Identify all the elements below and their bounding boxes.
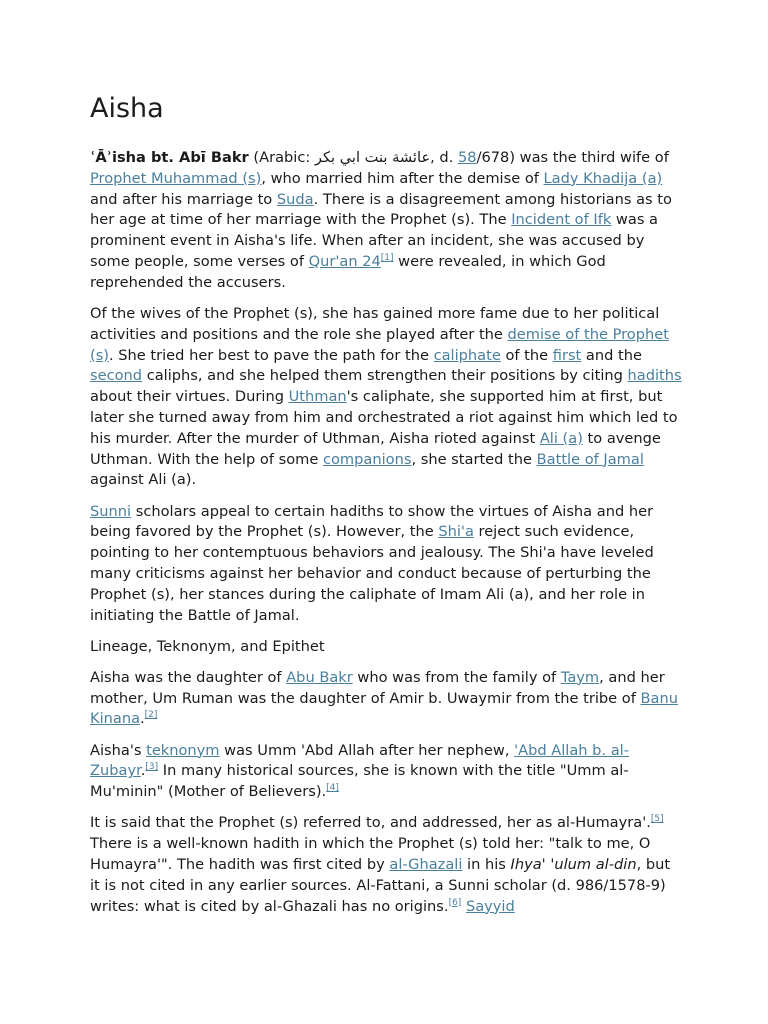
ref-6[interactable]: [6] [448,897,462,908]
arabic-text: عائشة بنت ابي بكر [314,149,431,166]
link-first[interactable]: first [552,346,582,364]
intro-paragraph: ʿĀʾisha bt. Abī Bakr (Arabic: عائشة بنت ابي بكر, d. 58/678) was the third wife of Prophet Muhammad (s), who married him after the demise of Lady Khadija (a) and after his marriage to Suda. There is a disagreement among historians as to her age at time of her marriage with the Prophet (s). The Incident of Ifk was a prominent event in Aisha's life. When after an incident, she was accused by some people, some verses of Qur'an 24[1] were revealed, in which God reprehended the accusers. [90,149,672,291]
link-abu-bakr[interactable]: Abu Bakr [286,668,353,686]
book-title: Ihya' 'ulum al-din [510,856,637,874]
ref-5[interactable]: [5] [650,814,664,825]
link-incident-of-ifk[interactable]: Incident of Ifk [511,211,612,229]
link-taym[interactable]: Taym [560,668,600,686]
ref-2[interactable]: [2] [144,710,158,721]
link-al-ghazali[interactable]: al-Ghazali [389,856,463,874]
link-teknonym[interactable]: teknonym [146,741,220,759]
views-paragraph: Sunni scholars appeal to certain hadiths to show the virtues of Aisha and her being favored by the Prophet (s). However, the Shi'a reject such evidence, pointing to her contemptuous behaviors and jealousy. The Shi'a have leveled many criticisms against her behavior and conduct because of perturbing the Prophet (s), her stances during the caliphate of Imam Ali (a), and her role in initiating the Battle of Jamal. [90,502,654,624]
politics-paragraph: Of the wives of the Prophet (s), she has gained more fame due to her political activities and positions and the role she played after the demise of the Prophet (s). She tried her best to pave the path for the caliphate of the first and the second caliphs, and she helped them strengthen their positions by citing hadiths about their virtues. During Uthman's caliphate, she supported him at first, but later she turned away from him and orchestrated a riot against him which led to his murder. After the murder of Uthman, Aisha rioted against Ali (a) to avenge Uthman. With the help of some companions, she started the Battle of Jamal against Ali (a). [90,304,682,489]
link-uthman[interactable]: Uthman [288,388,347,406]
link-quran-24[interactable]: Qur'an 24 [308,252,381,270]
ref-3[interactable]: [3] [145,762,159,773]
link-companions[interactable]: companions [322,450,412,468]
link-lady-khadija[interactable]: Lady Khadija (a) [543,169,663,187]
teknonym-paragraph: Aisha's teknonym was Umm 'Abd Allah after her nephew, 'Abd Allah b. al-Zubayr.[3] In many historical sources, she is known with the title "Umm al-Mu'minin" (Mother of Believers).[4] [90,741,629,801]
section-heading: Lineage, Teknonym, and Epithet [90,637,325,655]
link-suda[interactable]: Suda [276,190,314,208]
link-shia[interactable]: Shi'a [438,523,474,541]
arabic-name: ʿĀʾisha bt. Abī Bakr [90,149,249,166]
ref-1[interactable]: [1] [380,252,394,263]
link-abd-allah-b-al-zubayr[interactable]: 'Abd Allah b. al-Zubayr [90,741,629,780]
article [90,0,682,928]
link-58[interactable]: 58 [457,149,477,166]
link-ali[interactable]: Ali (a) [539,429,583,447]
link-demise-of-prophet[interactable]: demise of the Prophet (s) [90,325,669,364]
lineage-paragraph: Aisha was the daughter of Abu Bakr who was from the family of Taym, and her mother, Um Ruman was the daughter of Amir b. Uwaymir from the tribe of Banu Kinana.[2] [90,668,678,728]
link-caliphate[interactable]: caliphate [433,346,501,364]
page-title: Aisha [90,93,164,124]
link-hadiths[interactable]: hadiths [627,367,682,385]
link-battle-of-jamal[interactable]: Battle of Jamal [536,450,644,468]
ref-4[interactable]: [4] [326,783,339,794]
humayra-paragraph: It is said that the Prophet (s) referred to, and addressed, her as al-Humayra'.[5] There is a well-known hadith in which the Prophet (s) told her: "talk to me, O Humayra'". The hadith was first cited by al-Ghazali in his Ihya' 'ulum al-din, but it is not cited in any earlier sources. Al-Fattani, a Sunni scholar (d. 986/1578-9) writes: what is cited by al-Ghazali has no origins.[6] Sayyid [90,814,671,915]
link-sunni[interactable]: Sunni [90,502,132,520]
link-banu-kinana[interactable]: Banu Kinana [90,689,678,728]
link-sayyid[interactable]: Sayyid [465,897,515,915]
link-prophet-muhammad[interactable]: Prophet Muhammad (s) [90,169,262,187]
link-second[interactable]: second [90,367,143,385]
